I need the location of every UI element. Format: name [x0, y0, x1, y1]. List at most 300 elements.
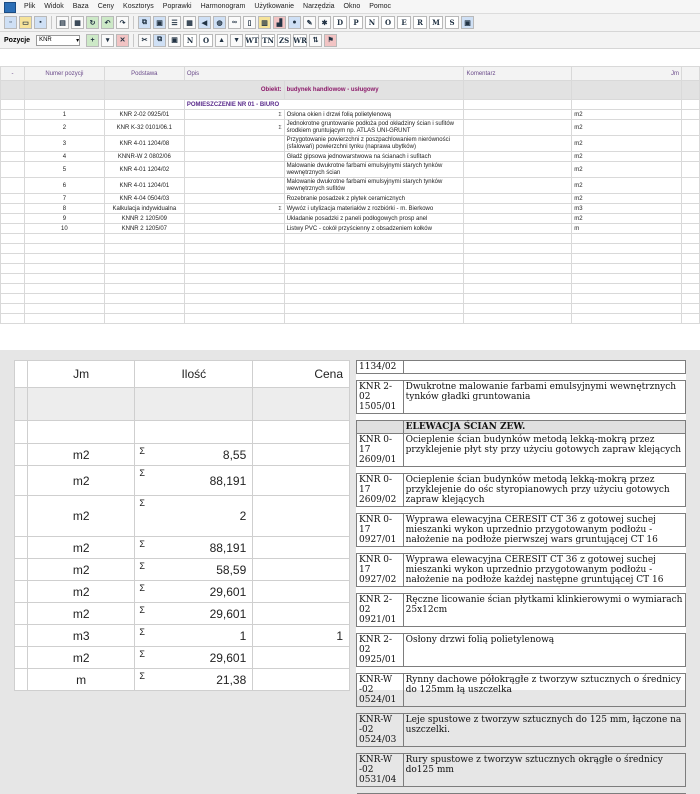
row-marker-cell[interactable]	[1, 136, 25, 152]
position-number: 5	[24, 162, 104, 178]
position-unit: m3	[572, 204, 682, 214]
table-row[interactable]	[1, 214, 700, 224]
letter-m-button[interactable]: M	[429, 16, 443, 29]
flag-icon[interactable]: ⚑	[324, 34, 337, 47]
position-comment[interactable]	[464, 214, 572, 224]
cell	[572, 284, 682, 294]
printout-description: Dwukrotne malowanie farbami emulsyjnymi wewnętrznych tynków gładki gruntowania	[403, 381, 685, 414]
empty-rows	[1, 234, 700, 324]
position-comment[interactable]	[464, 152, 572, 162]
cell	[15, 496, 28, 537]
back-arrow-icon[interactable]: ◀	[198, 16, 211, 29]
col-comment-header[interactable]: Komentarz	[464, 67, 572, 81]
sigma-marker	[184, 110, 284, 120]
row-marker-cell[interactable]	[1, 224, 25, 234]
printout-code: KNR 0-17 2609/02	[357, 474, 404, 507]
object-value: budynek handlowow - usługowy	[284, 81, 464, 100]
position-number: 8	[24, 204, 104, 214]
printout-gap	[357, 667, 686, 674]
cell	[403, 667, 685, 674]
quantity-price[interactable]	[253, 537, 350, 559]
quantity-value[interactable]	[135, 603, 253, 625]
chart-icon[interactable]: ▟	[273, 16, 286, 29]
cell	[682, 110, 700, 120]
window-icon[interactable]: ▣	[461, 16, 474, 29]
menu-window[interactable]: Okno	[343, 3, 361, 10]
quantity-value[interactable]	[135, 581, 253, 603]
cell	[464, 294, 572, 304]
position-number: 7	[24, 194, 104, 204]
menu-file[interactable]: Plik	[24, 3, 36, 10]
cell	[682, 194, 700, 204]
cell	[572, 274, 682, 284]
quantity-text: 8,55	[222, 447, 247, 462]
cell	[15, 669, 28, 691]
quantity-value[interactable]	[135, 444, 253, 466]
position-comment[interactable]	[464, 162, 572, 178]
table-row[interactable]	[1, 194, 700, 204]
copy-row-icon[interactable]: ⧉	[153, 34, 166, 47]
letter-d-button[interactable]: D	[333, 16, 347, 29]
cell	[104, 264, 184, 274]
position-comment[interactable]	[464, 136, 572, 152]
quantity-unit: m2	[28, 647, 135, 669]
table-row[interactable]	[1, 178, 700, 194]
cell	[104, 304, 184, 314]
empty-row	[1, 264, 700, 274]
cell	[24, 314, 104, 324]
add-position-icon[interactable]: +	[86, 34, 99, 47]
move-up-icon[interactable]: ▲	[215, 34, 228, 47]
cell	[104, 274, 184, 284]
position-description: Układanie posadzki z paneli podłogowych prosp anel	[284, 214, 464, 224]
cell	[184, 254, 284, 264]
cell	[682, 274, 700, 284]
printout-gap	[357, 547, 686, 554]
room-title: POMIESZCZENIE NR 01 - BIURO	[184, 100, 464, 110]
quantity-unit: m2	[28, 496, 135, 537]
menu-corrections[interactable]: Poprawki	[162, 3, 192, 10]
menu-usage[interactable]: Użytkowanie	[254, 3, 295, 10]
quantity-row[interactable]	[15, 466, 350, 496]
position-description: Przygotowanie powierzchni z poszpachlowaniem nierówności (sfalowań) powierzchni tynku (naprawa ubytków)	[284, 136, 464, 152]
row-marker-cell[interactable]	[1, 110, 25, 120]
quantity-row[interactable]	[15, 444, 350, 466]
section-row	[357, 421, 686, 434]
n-button[interactable]: N	[183, 34, 197, 47]
printout-row	[357, 514, 686, 547]
cell	[682, 204, 700, 214]
insert-icon[interactable]: ▾	[101, 34, 114, 47]
empty-row	[1, 244, 700, 254]
empty-row	[1, 304, 700, 314]
printout-description: Rynny dachowe półokrągłe z tworzyw sztucznych o średnicy do 125mm łą uszczelka	[403, 674, 685, 707]
letter-n-button[interactable]: N	[365, 16, 379, 29]
position-unit: m2	[572, 214, 682, 224]
position-base: KNR K-32 0101/06.1	[104, 120, 184, 136]
cell	[464, 264, 572, 274]
cell	[1, 314, 25, 324]
quantity-row[interactable]	[15, 647, 350, 669]
quantity-value[interactable]	[135, 496, 253, 537]
cell	[357, 507, 404, 514]
col-unit-header[interactable]: Jm	[572, 67, 682, 81]
position-number: 6	[24, 178, 104, 194]
printout-code: KNR 2-02 0921/01	[357, 594, 404, 627]
quantity-price[interactable]	[253, 466, 350, 496]
position-comment[interactable]	[464, 110, 572, 120]
position-unit: m2	[572, 110, 682, 120]
printout-description: Leje spustowe z tworzyw sztucznych do 125 mm, łączone na uszczelki.	[403, 714, 685, 747]
row-marker-cell[interactable]	[1, 178, 25, 194]
quantity-value[interactable]	[135, 537, 253, 559]
cell	[184, 304, 284, 314]
sigma-marker	[184, 120, 284, 136]
cell	[284, 264, 464, 274]
cell	[464, 274, 572, 284]
printout-code: KNR 0-17 0927/01	[357, 514, 404, 547]
zs-button[interactable]: ZS	[278, 35, 290, 45]
menu-prices[interactable]: Ceny	[97, 3, 115, 10]
quantity-value[interactable]	[135, 466, 253, 496]
cell	[357, 627, 404, 634]
quantity-row[interactable]	[15, 496, 350, 537]
redo-icon[interactable]: ↷	[116, 16, 129, 29]
cell	[403, 707, 685, 714]
sigma-icon: Σ	[139, 583, 145, 593]
empty-row	[1, 284, 700, 294]
menu-help[interactable]: Pomoc	[369, 3, 392, 10]
cell	[184, 244, 284, 254]
quantity-value[interactable]	[135, 559, 253, 581]
refresh-icon[interactable]: ↻	[86, 16, 99, 29]
user-icon[interactable]: ●	[288, 16, 301, 29]
quantity-row[interactable]	[15, 603, 350, 625]
cell	[15, 361, 28, 388]
save-icon[interactable]: ▪	[34, 16, 47, 29]
sigma-marker	[184, 204, 284, 214]
printout-code: KNR 2-02 0925/01	[357, 634, 404, 667]
table-row[interactable]	[1, 120, 700, 136]
sigma-icon: Σ	[139, 605, 145, 615]
tools-icon[interactable]: ✎	[303, 16, 316, 29]
position-description: Malowanie dwukrotne farbami emulsyjnymi starych tynków wewnętrznych ścian	[284, 162, 464, 178]
o-button[interactable]: O	[199, 34, 213, 47]
menu-view[interactable]: Widok	[44, 3, 64, 10]
cell	[403, 547, 685, 554]
binoculars-icon[interactable]: ∞	[228, 16, 241, 29]
cell	[403, 414, 685, 421]
position-unit: m2	[572, 194, 682, 204]
sigma-icon: Σ	[278, 205, 282, 212]
wr-button[interactable]: WR	[293, 35, 307, 45]
table-header	[1, 67, 700, 81]
position-comment[interactable]	[464, 204, 572, 214]
sigma-icon: Σ	[139, 649, 145, 659]
menu-tools[interactable]: Narzędzia	[303, 3, 335, 10]
position-comment[interactable]	[464, 194, 572, 204]
printout-row	[357, 474, 686, 507]
position-description: Malowanie dwukrotne farbami emulsyjnymi starych tynków wewnętrznych sufitów	[284, 178, 464, 194]
document-icon[interactable]: ▯	[243, 16, 256, 29]
cell	[15, 647, 28, 669]
table-row[interactable]	[1, 110, 700, 120]
printout-code: KNR 0-17 0927/02	[357, 554, 404, 587]
print-icon[interactable]: ▤	[56, 16, 69, 29]
sigma-marker	[184, 224, 284, 234]
position-number: 9	[24, 214, 104, 224]
printout-gap	[357, 747, 686, 754]
position-comment[interactable]	[464, 120, 572, 136]
quantity-price[interactable]	[253, 647, 350, 669]
cell	[403, 374, 685, 381]
globe-icon[interactable]: ◍	[213, 16, 226, 29]
letter-o-button[interactable]: O	[381, 16, 395, 29]
row-marker-cell[interactable]	[1, 162, 25, 178]
cell	[357, 374, 404, 381]
table-row[interactable]	[1, 136, 700, 152]
cell	[572, 254, 682, 264]
toolbar-separator	[133, 34, 134, 47]
cell	[1, 284, 25, 294]
position-unit: m	[572, 224, 682, 234]
quantity-price[interactable]: 1	[253, 625, 350, 647]
cut-icon[interactable]: ✂	[138, 34, 151, 47]
col-number-header[interactable]: Numer pozycji	[24, 67, 104, 81]
copy-icon[interactable]: ⧉	[138, 16, 151, 29]
cell	[682, 314, 700, 324]
cell	[357, 467, 404, 474]
cell	[184, 294, 284, 304]
toolbar-separator	[51, 16, 52, 29]
position-comment[interactable]	[464, 224, 572, 234]
zoom-quantity-panel	[14, 360, 350, 690]
cell	[682, 214, 700, 224]
printout-row	[357, 674, 686, 707]
col-dash-header[interactable]: -	[1, 67, 25, 81]
position-base: KNNR-W 2 0802/06	[104, 152, 184, 162]
sort-icon[interactable]: ⇅	[309, 34, 322, 47]
position-number: 10	[24, 224, 104, 234]
cell	[284, 274, 464, 284]
quantity-price[interactable]	[253, 603, 350, 625]
quantity-body	[15, 444, 350, 691]
cell	[572, 81, 682, 100]
quantity-header-cell[interactable]: Ilość	[135, 361, 253, 388]
new-document-icon[interactable]: ▫	[4, 16, 17, 29]
cell	[104, 314, 184, 324]
position-description: Wywóz i utylizacja materiałów z rozbiórki - m. Bierkowo	[284, 204, 464, 214]
sigma-icon: Σ	[139, 627, 145, 637]
cell	[15, 444, 28, 466]
quantity-value[interactable]	[135, 647, 253, 669]
position-number: 3	[24, 136, 104, 152]
table-icon[interactable]: ▦	[183, 16, 196, 29]
cell	[15, 625, 28, 647]
row-marker-cell[interactable]	[1, 214, 25, 224]
cell	[357, 587, 404, 594]
cell	[357, 421, 404, 434]
quantity-row[interactable]	[15, 581, 350, 603]
quantity-header	[15, 361, 350, 388]
cell	[184, 284, 284, 294]
letter-s-button[interactable]: S	[445, 16, 459, 29]
cell	[284, 244, 464, 254]
cell	[104, 234, 184, 244]
sigma-marker	[184, 178, 284, 194]
application-window	[0, 0, 700, 350]
position-unit: m2	[572, 136, 682, 152]
catalog-select[interactable]	[36, 35, 80, 46]
row-marker-cell[interactable]	[1, 194, 25, 204]
quantity-unit: m2	[28, 559, 135, 581]
positions-toolbar	[0, 32, 700, 49]
sigma-marker	[184, 194, 284, 204]
empty-row	[1, 314, 700, 324]
position-base: Kalkulacja indywidualna	[104, 204, 184, 214]
sigma-marker	[184, 152, 284, 162]
printout-code: KNR-W -02 0524/03	[357, 714, 404, 747]
cell	[682, 234, 700, 244]
toolbar-separator	[133, 16, 134, 29]
object-row[interactable]	[1, 81, 700, 100]
cell	[572, 264, 682, 274]
row-marker-cell[interactable]	[1, 120, 25, 136]
quantity-text: 29,601	[209, 650, 247, 665]
quantity-row[interactable]	[15, 625, 350, 647]
letter-e-button[interactable]: E	[397, 16, 411, 29]
paste-row-icon[interactable]: ▣	[168, 34, 181, 47]
calculator-icon[interactable]: ▥	[258, 16, 271, 29]
position-description: Jednokrotne gruntowanie podłoża pod okładziny ścian i sufitów środkiem gruntującym np. ATLAS UNI-GRUNT	[284, 120, 464, 136]
printout-row	[357, 434, 686, 467]
letter-p-button[interactable]: P	[349, 16, 363, 29]
table-row[interactable]	[1, 224, 700, 234]
row-marker-cell[interactable]	[1, 204, 25, 214]
quantity-row[interactable]	[15, 669, 350, 691]
cell	[403, 787, 685, 794]
printout-code: KNR 0-17 2609/01	[357, 434, 404, 467]
position-base: KNNR 2 1205/07	[104, 224, 184, 234]
cell	[682, 294, 700, 304]
printout-description: Ocieplenie ścian budynków metodą lekką-mokrą przez przyklejenie do ośc styropianowych przy użyciu gotowych zapraw klejących	[403, 474, 685, 507]
table-row[interactable]	[1, 152, 700, 162]
sigma-icon: Σ	[139, 539, 145, 549]
preview-icon[interactable]: ▦	[71, 16, 84, 29]
room-row[interactable]	[1, 100, 700, 110]
section-title: ELEWACJA ŚCIAN ZEW.	[403, 421, 685, 434]
printout-description: Ocieplenie ścian budynków metodą lekką-mokrą przez przyklejenie płyt sty przy użyciu gotowych zapraw klejących	[403, 434, 685, 467]
unit-header[interactable]: Jm	[28, 361, 135, 388]
object-label: Obiekt:	[104, 81, 284, 100]
cell	[284, 254, 464, 264]
chevron-down-icon: ▾	[76, 37, 80, 44]
quantity-price[interactable]	[253, 559, 350, 581]
cell	[682, 100, 700, 110]
cell	[284, 234, 464, 244]
quantity-unit: m2	[28, 537, 135, 559]
quantity-price[interactable]	[253, 581, 350, 603]
quantity-row[interactable]	[15, 537, 350, 559]
printout-description	[403, 361, 685, 374]
letter-r-button[interactable]: R	[413, 16, 427, 29]
cell	[24, 304, 104, 314]
quantity-price[interactable]	[253, 669, 350, 691]
col-extra-header	[682, 67, 700, 81]
printout-gap	[357, 627, 686, 634]
menu-estimate[interactable]: Kosztorys	[123, 3, 154, 10]
paste-icon[interactable]: ▣	[153, 16, 166, 29]
open-folder-icon[interactable]: ▭	[19, 16, 32, 29]
printout-row	[357, 754, 686, 787]
quantity-value[interactable]	[135, 625, 253, 647]
cell	[24, 244, 104, 254]
list-icon[interactable]: ☰	[168, 16, 181, 29]
table-row[interactable]	[1, 204, 700, 214]
printout-row	[357, 361, 686, 374]
position-description: Listwy PVC - cokół przyścienny z obsadzeniem kołków	[284, 224, 464, 234]
cell	[104, 254, 184, 264]
quantity-price[interactable]	[253, 496, 350, 537]
position-unit: m2	[572, 162, 682, 178]
cell	[682, 136, 700, 152]
delete-icon[interactable]: ✕	[116, 34, 129, 47]
table-row[interactable]	[1, 162, 700, 178]
quantity-row[interactable]	[15, 559, 350, 581]
cell	[357, 707, 404, 714]
printout-row	[357, 594, 686, 627]
position-description: Rozebranie posadzek z płytek ceramicznych	[284, 194, 464, 204]
cell	[682, 162, 700, 178]
printout-row	[357, 381, 686, 414]
menu-schedule[interactable]: Harmonogram	[200, 3, 246, 10]
printout-description: Osłony drzwi folią polietylenową	[403, 634, 685, 667]
cell	[572, 100, 682, 110]
price-header[interactable]: Cena	[253, 361, 350, 388]
menu-database[interactable]: Baza	[72, 3, 89, 10]
cell	[104, 294, 184, 304]
cell	[464, 254, 572, 264]
cell	[464, 81, 572, 100]
printout-gap	[357, 374, 686, 381]
position-comment[interactable]	[464, 178, 572, 194]
quantity-unit: m2	[28, 444, 135, 466]
col-description-header[interactable]: Opis	[184, 67, 464, 81]
tn-button[interactable]: TN	[262, 35, 274, 45]
quantity-value[interactable]	[135, 669, 253, 691]
zoom-printout-panel	[356, 360, 686, 785]
wt-button[interactable]: WT	[245, 35, 259, 45]
col-base-header[interactable]: Podstawa	[104, 67, 184, 81]
gears-icon[interactable]: ✱	[318, 16, 331, 29]
cell	[682, 81, 700, 100]
printout-code: 1134/02	[357, 361, 404, 374]
row-marker-cell[interactable]	[1, 152, 25, 162]
cell	[357, 787, 404, 794]
printout-row	[357, 554, 686, 587]
position-base: KNR 4-01 1204/01	[104, 178, 184, 194]
quantity-table	[14, 360, 350, 691]
move-down-icon[interactable]: ▼	[230, 34, 243, 47]
cell	[24, 294, 104, 304]
cell	[682, 254, 700, 264]
undo-icon[interactable]: ↶	[101, 16, 114, 29]
cell	[572, 304, 682, 314]
cell	[403, 627, 685, 634]
quantity-text: 29,601	[209, 584, 247, 599]
quantity-price[interactable]	[253, 444, 350, 466]
sigma-icon: Σ	[278, 111, 282, 118]
